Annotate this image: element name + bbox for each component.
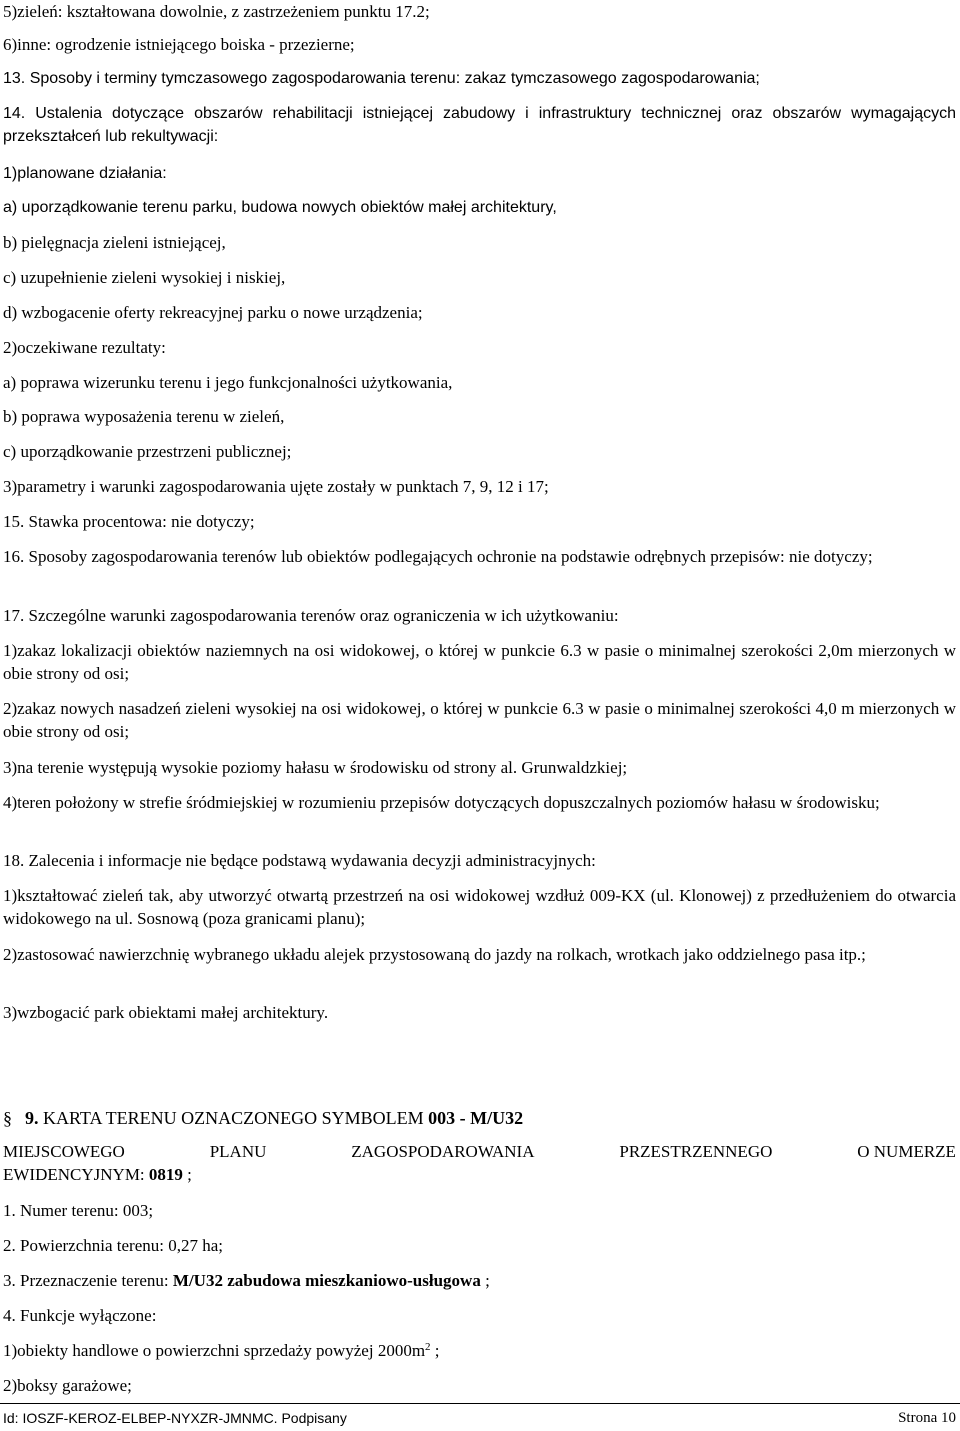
paragraph-other: 6)inne: ogrodzenie istniejącego boiska - przezierne; [3,35,355,54]
paragraph-13: 13. Sposoby i terminy tymczasowego zagospodarowania terenu: zakaz tymczasowego zagospodarowania; [3,70,760,87]
list-item-text: 1)obiekty handlowe o powierzchni sprzedaży powyżej 2000m [3,1341,426,1360]
section-number: 9. [25,1108,39,1128]
list-item: 4)teren położony w strefie śródmiejskiej w rozumieniu przepisów dotyczących dopuszczalnych poziomów hałasu w środowisku; [3,793,880,812]
plan-title-word: ZAGOSPODAROWANIA [351,1142,535,1161]
paragraph-greenery: 5)zieleń: kształtowana dowolnie, z zastrzeżeniem punktu 17.2; [3,2,430,21]
paragraph-14: 14. Ustalenia dotyczące obszarów rehabilitacji istniejącej zabudowy i infrastruktury technicznej oraz obszarów wymagających przekształceń lub rekultywacji: [3,105,956,145]
area-purpose-suffix: ; [480,1271,490,1290]
plan-title-row [3,1163,956,1186]
list-item: a) uporządkowanie terenu parku, budowa nowych obiektów małej architektury, [3,199,557,216]
area-purpose-label: 3. Przeznaczenie terenu: [3,1271,173,1290]
list-item [3,1339,440,1362]
paragraph-17: 17. Szczególne warunki zagospodarowania terenów oraz ograniczenia w ich użytkowaniu: [3,606,619,625]
plan-title-word: MIEJSCOWEGO [3,1142,125,1161]
area-purpose [3,1269,490,1292]
list-item: 2)zastosować nawierzchnię wybranego układu alejek przystosowaną do jazdy na rolkach, wrotkach jako oddzielnego pasa itp.; [3,945,866,964]
superscript: 2 [425,1341,431,1353]
section-9-heading [3,1106,523,1130]
plan-number: 0819 [148,1165,183,1184]
page-footer [3,1408,956,1428]
paragraph-15: 15. Stawka procentowa: nie dotyczy; [3,512,255,531]
list-item: b) poprawa wyposażenia terenu w zieleń, [3,407,285,426]
plan-title-word: EWIDENCYJNYM: [3,1165,145,1184]
list-item: 1)kształtować zieleń tak, aby utworzyć otwartą przestrzeń na osi widokowej wzdłuż 009-KX (ul. Klonowej) z przedłużeniem do otwarcia widokowego na ul. Sosnową (poza granicami planu); [3,886,956,928]
section-symbol: 003 - M/U32 [428,1108,524,1128]
excluded-functions-heading: 4. Funkcje wyłączone: [3,1306,157,1325]
section-sign: § [3,1108,12,1128]
list-item: 2)oczekiwane rezultaty: [3,338,166,357]
list-item: 3)na terenie występują wysokie poziomy hałasu w środowisku od strony al. Grunwaldzkiej; [3,758,628,777]
list-item-suffix: ; [430,1341,440,1360]
section-title: KARTA TERENU OZNACZONEGO SYMBOLEM [43,1108,424,1128]
plan-title-word: PRZESTRZENNEGO [619,1142,773,1161]
paragraph-18: 18. Zalecenia i informacje nie będące podstawą wydawania decyzji administracyjnych: [3,851,596,870]
plan-title-word: O NUMERZE [857,1142,956,1161]
plan-title-word: PLANU [209,1142,267,1161]
list-item: 3)parametry i warunki zagospodarowania ujęte zostały w punktach 7, 9, 12 i 17; [3,477,549,496]
list-item: 1)zakaz lokalizacji obiektów naziemnych na osi widokowej, o której w punkcie 6.3 w pasie o minimalnej szerokości 2,0m mierzonych w obie strony od osi; [3,641,956,683]
footer-divider [0,1403,960,1404]
document-id: Id: IOSZF-KEROZ-ELBEP-NYXZR-JMNMC. Podpisany [3,1410,347,1426]
list-item: b) pielęgnacja zieleni istniejącej, [3,233,226,252]
list-item: a) poprawa wizerunku terenu i jego funkcjonalności użytkowania, [3,373,453,392]
plan-title [3,1140,956,1186]
area-size: 2. Powierzchnia terenu: 0,27 ha; [3,1236,223,1255]
plan-title-suffix: ; [182,1165,192,1184]
list-item: 3)wzbogacić park obiektami małej architektury. [3,1003,329,1022]
list-item: 2)zakaz nowych nasadzeń zieleni wysokiej na osi widokowej, o której w punkcie 6.3 w pasie o minimalnej szerokości 4,0 m mierzonych w obie strony od osi; [3,699,956,741]
list-item: 1)planowane działania: [3,165,167,182]
plan-title-row [3,1140,956,1163]
list-item: c) uporządkowanie przestrzeni publicznej; [3,442,292,461]
list-item: 2)boksy garażowe; [3,1376,132,1395]
list-item: c) uzupełnienie zieleni wysokiej i niskiej, [3,268,286,287]
area-number: 1. Numer terenu: 003; [3,1201,154,1220]
area-purpose-value: M/U32 zabudowa mieszkaniowo-usługowa [172,1271,481,1290]
list-item: d) wzbogacenie oferty rekreacyjnej parku o nowe urządzenia; [3,303,423,322]
page-number: Strona 10 [898,1410,956,1426]
paragraph-16: 16. Sposoby zagospodarowania terenów lub obiektów podlegających ochronie na podstawie odrębnych przepisów: nie dotyczy; [3,547,873,566]
